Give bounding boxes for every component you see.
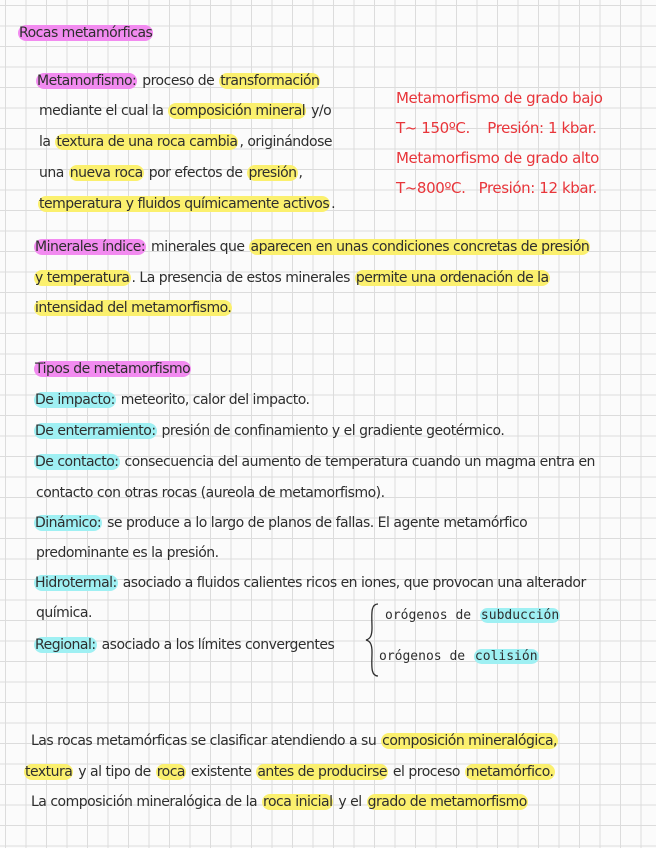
text: consecuencia del aumento de temperatura cuando un magma entra en <box>120 454 595 470</box>
highlight: composición mineral <box>169 103 306 119</box>
text: mediante el cual la <box>39 103 168 119</box>
tipo-term: Regional: <box>35 637 96 653</box>
tipo-hidrotermal-cont: química. <box>36 605 92 621</box>
indice-line-2 <box>34 269 550 287</box>
tipo-hidrotermal <box>34 574 587 592</box>
text: , <box>298 165 303 181</box>
grado-bajo-values: T~ 150ºC. Presión: 1 kbar. <box>396 119 597 137</box>
text: el proceso <box>388 764 464 780</box>
tipos-heading <box>34 360 191 378</box>
metamorfismo-line-3 <box>38 133 333 151</box>
clasificacion-line-2 <box>24 763 555 781</box>
tipo-contacto <box>34 453 596 471</box>
text: existente <box>186 764 256 780</box>
grado-bajo-title: Metamorfismo de grado bajo <box>396 89 603 107</box>
indice-line-3 <box>34 299 232 317</box>
highlight: y temperatura <box>35 270 130 286</box>
highlight: antes de producirse <box>257 764 387 780</box>
highlight: grado de metamorfismo <box>367 794 527 810</box>
metamorfismo-line-5 <box>38 195 336 213</box>
tipo-term: De impacto: <box>35 392 115 408</box>
text: asociado a fluidos calientes ricos en iones, que provocan una alterador <box>118 575 586 591</box>
highlight: textura <box>25 764 73 780</box>
text: meteorito, calor del impacto. <box>116 392 310 408</box>
text: , originándose <box>239 134 333 150</box>
metamorfismo-term: Metamorfismo: <box>37 73 137 89</box>
text: La composición mineralógica de la <box>31 794 262 810</box>
orogenos-subduccion <box>384 607 560 625</box>
text: Las rocas metamórficas se clasificar atendiendo a su <box>31 733 381 749</box>
indice-term: Minerales índice: <box>35 239 146 255</box>
grado-alto-title: Metamorfismo de grado alto <box>396 149 599 167</box>
highlight: metamórfico. <box>465 764 554 780</box>
orogenos-colision <box>378 648 539 666</box>
tipo-regional <box>34 636 335 654</box>
tipo-term: De enterramiento: <box>35 423 156 439</box>
highlight: roca <box>156 764 185 780</box>
curly-brace-icon <box>364 602 380 678</box>
tipo-term: Dinámico: <box>35 515 102 531</box>
text: orógenos de <box>379 649 473 664</box>
text: orógenos de <box>385 608 479 623</box>
tipo-term: De contacto: <box>35 454 119 470</box>
tipo-contacto-cont: contacto con otras rocas (aureola de metamorfismo). <box>36 485 385 501</box>
text: . La presencia de estos minerales <box>131 270 354 286</box>
text: . <box>331 196 336 212</box>
metamorfismo-line-1 <box>36 72 320 90</box>
text: una <box>39 165 68 181</box>
highlight: intensidad del metamorfismo. <box>35 300 232 316</box>
highlight: transformación <box>220 73 320 89</box>
highlight: permite una ordenación de la <box>355 270 549 286</box>
tipo-dinamico-cont: predominante es la presión. <box>36 545 219 561</box>
highlight: textura de una roca cambia <box>56 134 238 150</box>
text: y/o <box>307 103 332 119</box>
text: y el <box>334 794 366 810</box>
highlight: roca inicial <box>263 794 333 810</box>
tipo-dinamico <box>34 514 528 532</box>
metamorfismo-line-4 <box>38 164 304 182</box>
page-title <box>18 24 153 42</box>
tipo-enterramiento <box>34 422 505 440</box>
highlight: subducción <box>480 608 560 623</box>
text: proceso de <box>138 73 219 89</box>
clasificacion-line-1 <box>30 732 558 750</box>
highlight: temperatura y fluidos químicamente activos <box>39 196 330 212</box>
grado-alto-values: T~800ºC. Presión: 12 kbar. <box>396 179 597 197</box>
indice-line-1 <box>34 238 590 256</box>
text: asociado a los límites convergentes <box>97 637 335 653</box>
clasificacion-line-3 <box>30 793 528 811</box>
highlight: nueva roca <box>69 165 143 181</box>
tipo-impacto <box>34 391 311 409</box>
page-title-text: Rocas metamórficas <box>19 25 153 41</box>
text: se produce a lo largo de planos de fallas. El agente metamórfico <box>103 515 528 531</box>
highlight: composición mineralógica, <box>382 733 557 749</box>
metamorfismo-line-2 <box>38 102 332 120</box>
text: y al tipo de <box>74 764 155 780</box>
highlight: colisión <box>474 649 538 664</box>
text: presión de confinamiento y el gradiente geotérmico. <box>157 423 505 439</box>
tipo-term: Hidrotermal: <box>35 575 117 591</box>
text: por efectos de <box>144 165 247 181</box>
tipos-heading-text: Tipos de metamorfismo <box>35 361 191 377</box>
highlight: aparecen en unas condiciones concretas de presión <box>250 239 590 255</box>
text: minerales que <box>147 239 249 255</box>
highlight: presión <box>248 165 297 181</box>
text: la <box>39 134 55 150</box>
